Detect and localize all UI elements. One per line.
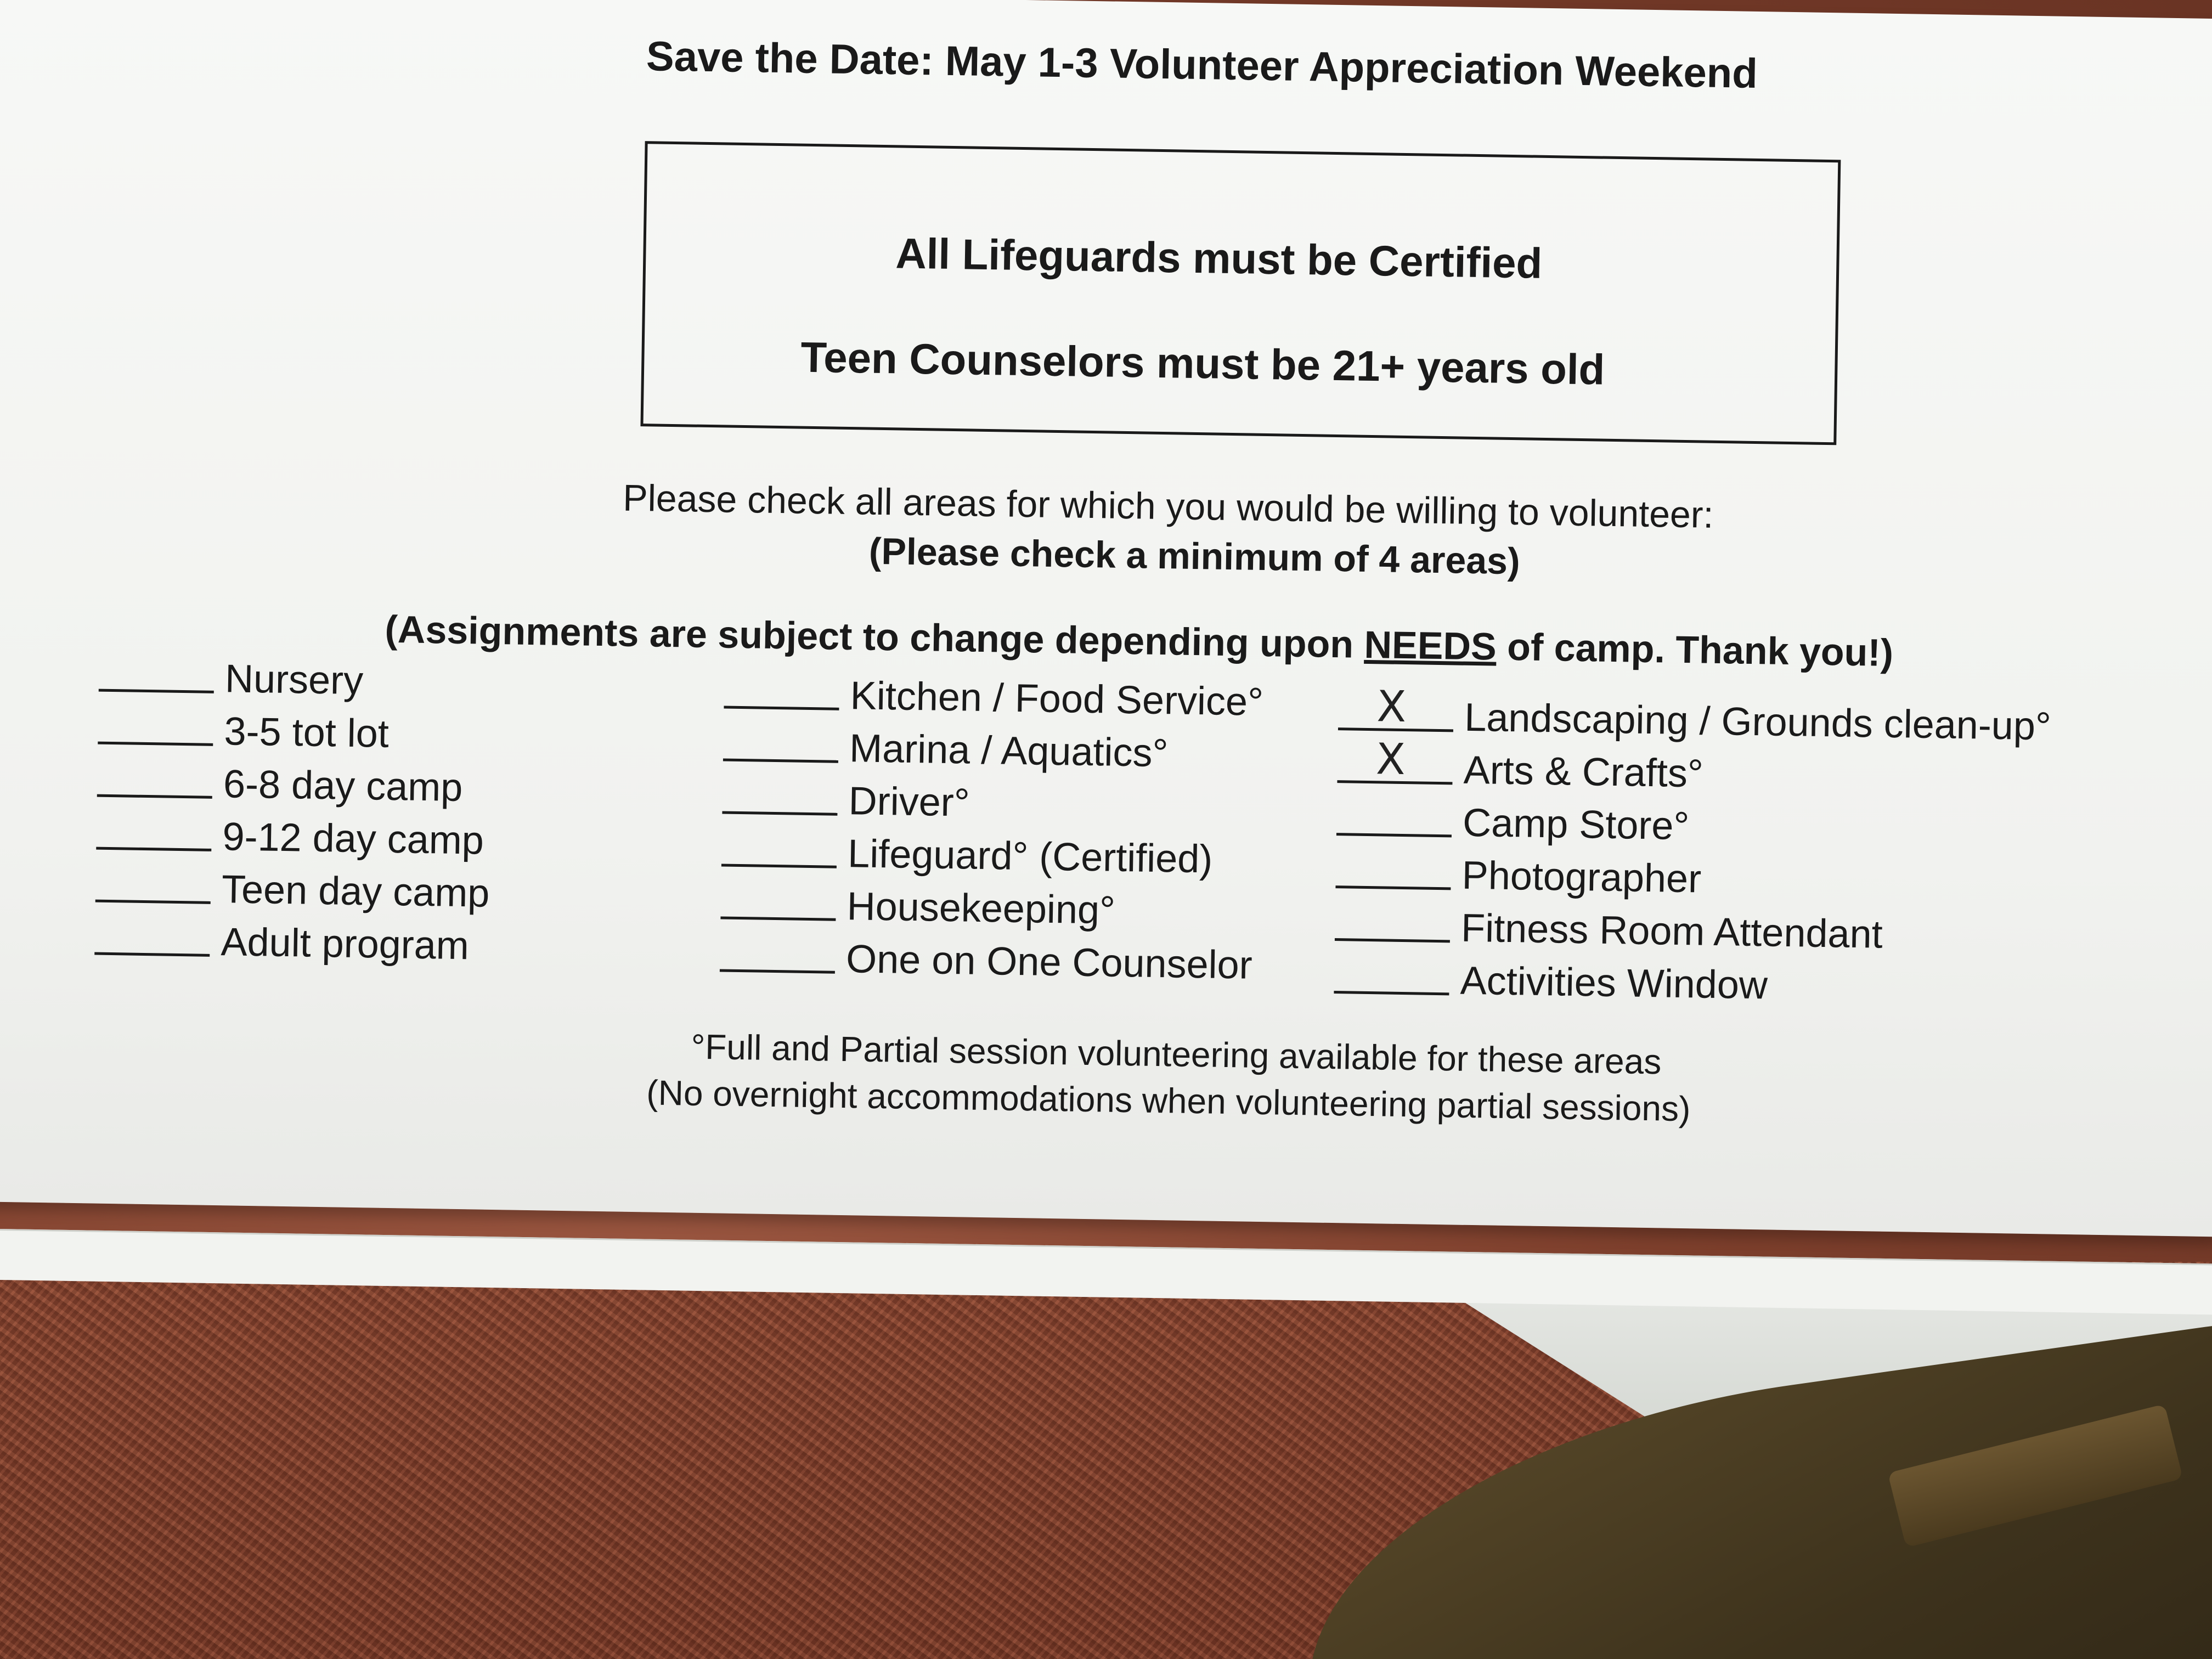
- checkbox-blank[interactable]: [1336, 822, 1452, 837]
- volunteer-column-2: [720, 664, 1264, 988]
- volunteer-option[interactable]: [1334, 949, 2047, 1012]
- option-label: Landscaping / Grounds clean-up°: [1464, 695, 2052, 749]
- checkbox-blank[interactable]: [99, 678, 214, 693]
- option-label: Housekeeping°: [847, 884, 1116, 933]
- volunteer-option[interactable]: [98, 699, 493, 758]
- volunteer-column-3: [1334, 682, 2052, 1012]
- requirements-box: [640, 141, 1841, 445]
- check-mark: X: [1376, 682, 1407, 732]
- volunteer-option[interactable]: [720, 927, 1260, 988]
- option-label: Lifeguard° (Certified): [847, 832, 1213, 882]
- volunteer-column-1: [94, 647, 493, 969]
- needs-underlined: NEEDS: [1363, 623, 1497, 668]
- lifeguard-requirement: All Lifeguards must be Certified: [895, 229, 1543, 287]
- assignments-note: [385, 607, 1894, 675]
- checkbox-blank[interactable]: [720, 958, 835, 973]
- checkbox-blank[interactable]: [96, 836, 211, 851]
- checkbox-blank[interactable]: [97, 783, 212, 799]
- volunteer-option[interactable]: [723, 716, 1263, 777]
- volunteer-option[interactable]: [99, 647, 494, 706]
- checkbox-blank[interactable]: [1335, 874, 1451, 890]
- option-label: 9-12 day camp: [222, 815, 484, 863]
- volunteer-option[interactable]: [97, 752, 492, 811]
- check-mark: X: [1375, 735, 1406, 785]
- volunteer-option[interactable]: [721, 821, 1262, 882]
- volunteer-option[interactable]: [724, 664, 1264, 725]
- teen-counselor-requirement: Teen Counselors must be 21+ years old: [800, 332, 1605, 394]
- checkbox-blank[interactable]: [1334, 980, 1449, 995]
- option-label: Activities Window: [1460, 958, 1768, 1008]
- option-label: 6-8 day camp: [223, 762, 463, 810]
- checkbox-blank[interactable]: [1338, 682, 1453, 732]
- volunteer-option[interactable]: [722, 769, 1262, 830]
- checkbox-blank[interactable]: [720, 905, 836, 921]
- footnote-no-overnight: (No overnight accommodations when volunteering partial sessions): [646, 1073, 1691, 1129]
- option-label: Kitchen / Food Service°: [850, 674, 1264, 724]
- checkbox-blank[interactable]: [1335, 927, 1450, 943]
- instruction-line: Please check all areas for which you would be willing to volunteer:: [622, 477, 1714, 536]
- option-label: Camp Store°: [1462, 800, 1690, 849]
- option-label: Driver°: [848, 779, 970, 825]
- checkbox-blank[interactable]: [721, 853, 837, 868]
- checkbox-blank[interactable]: [722, 800, 837, 815]
- assignments-note-end: of camp. Thank you!): [1496, 625, 1894, 674]
- option-label: Fitness Room Attendant: [1460, 906, 1883, 957]
- volunteer-option[interactable]: [720, 874, 1261, 935]
- option-label: Nursery: [224, 657, 364, 703]
- option-label: Arts & Crafts°: [1463, 748, 1704, 796]
- checkbox-blank[interactable]: [95, 889, 211, 904]
- checkbox-blank[interactable]: [94, 941, 210, 957]
- volunteer-option[interactable]: [96, 805, 491, 864]
- assignments-note-start: (Assignments are subject to change depending upon: [384, 607, 1365, 666]
- checkbox-blank[interactable]: [98, 731, 213, 746]
- checkbox-blank[interactable]: [724, 695, 839, 710]
- checkbox-blank[interactable]: [1337, 735, 1452, 785]
- footnote-partial-sessions: °Full and Partial session volunteering available for these areas: [691, 1026, 1662, 1082]
- option-label: One on One Counselor: [845, 937, 1253, 988]
- option-label: Marina / Aquatics°: [849, 726, 1169, 776]
- volunteer-option[interactable]: [94, 910, 489, 969]
- option-label: Adult program: [220, 920, 470, 968]
- minimum-areas-note: (Please check a minimum of 4 areas): [868, 530, 1521, 583]
- checkbox-blank[interactable]: [723, 748, 838, 763]
- option-label: Teen day camp: [221, 867, 490, 916]
- volunteer-option[interactable]: [95, 857, 490, 916]
- option-label: Photographer: [1462, 853, 1702, 901]
- option-label: 3-5 tot lot: [224, 709, 390, 756]
- save-the-date-heading: Save the Date: May 1-3 Volunteer Appreciation Weekend: [646, 33, 1758, 97]
